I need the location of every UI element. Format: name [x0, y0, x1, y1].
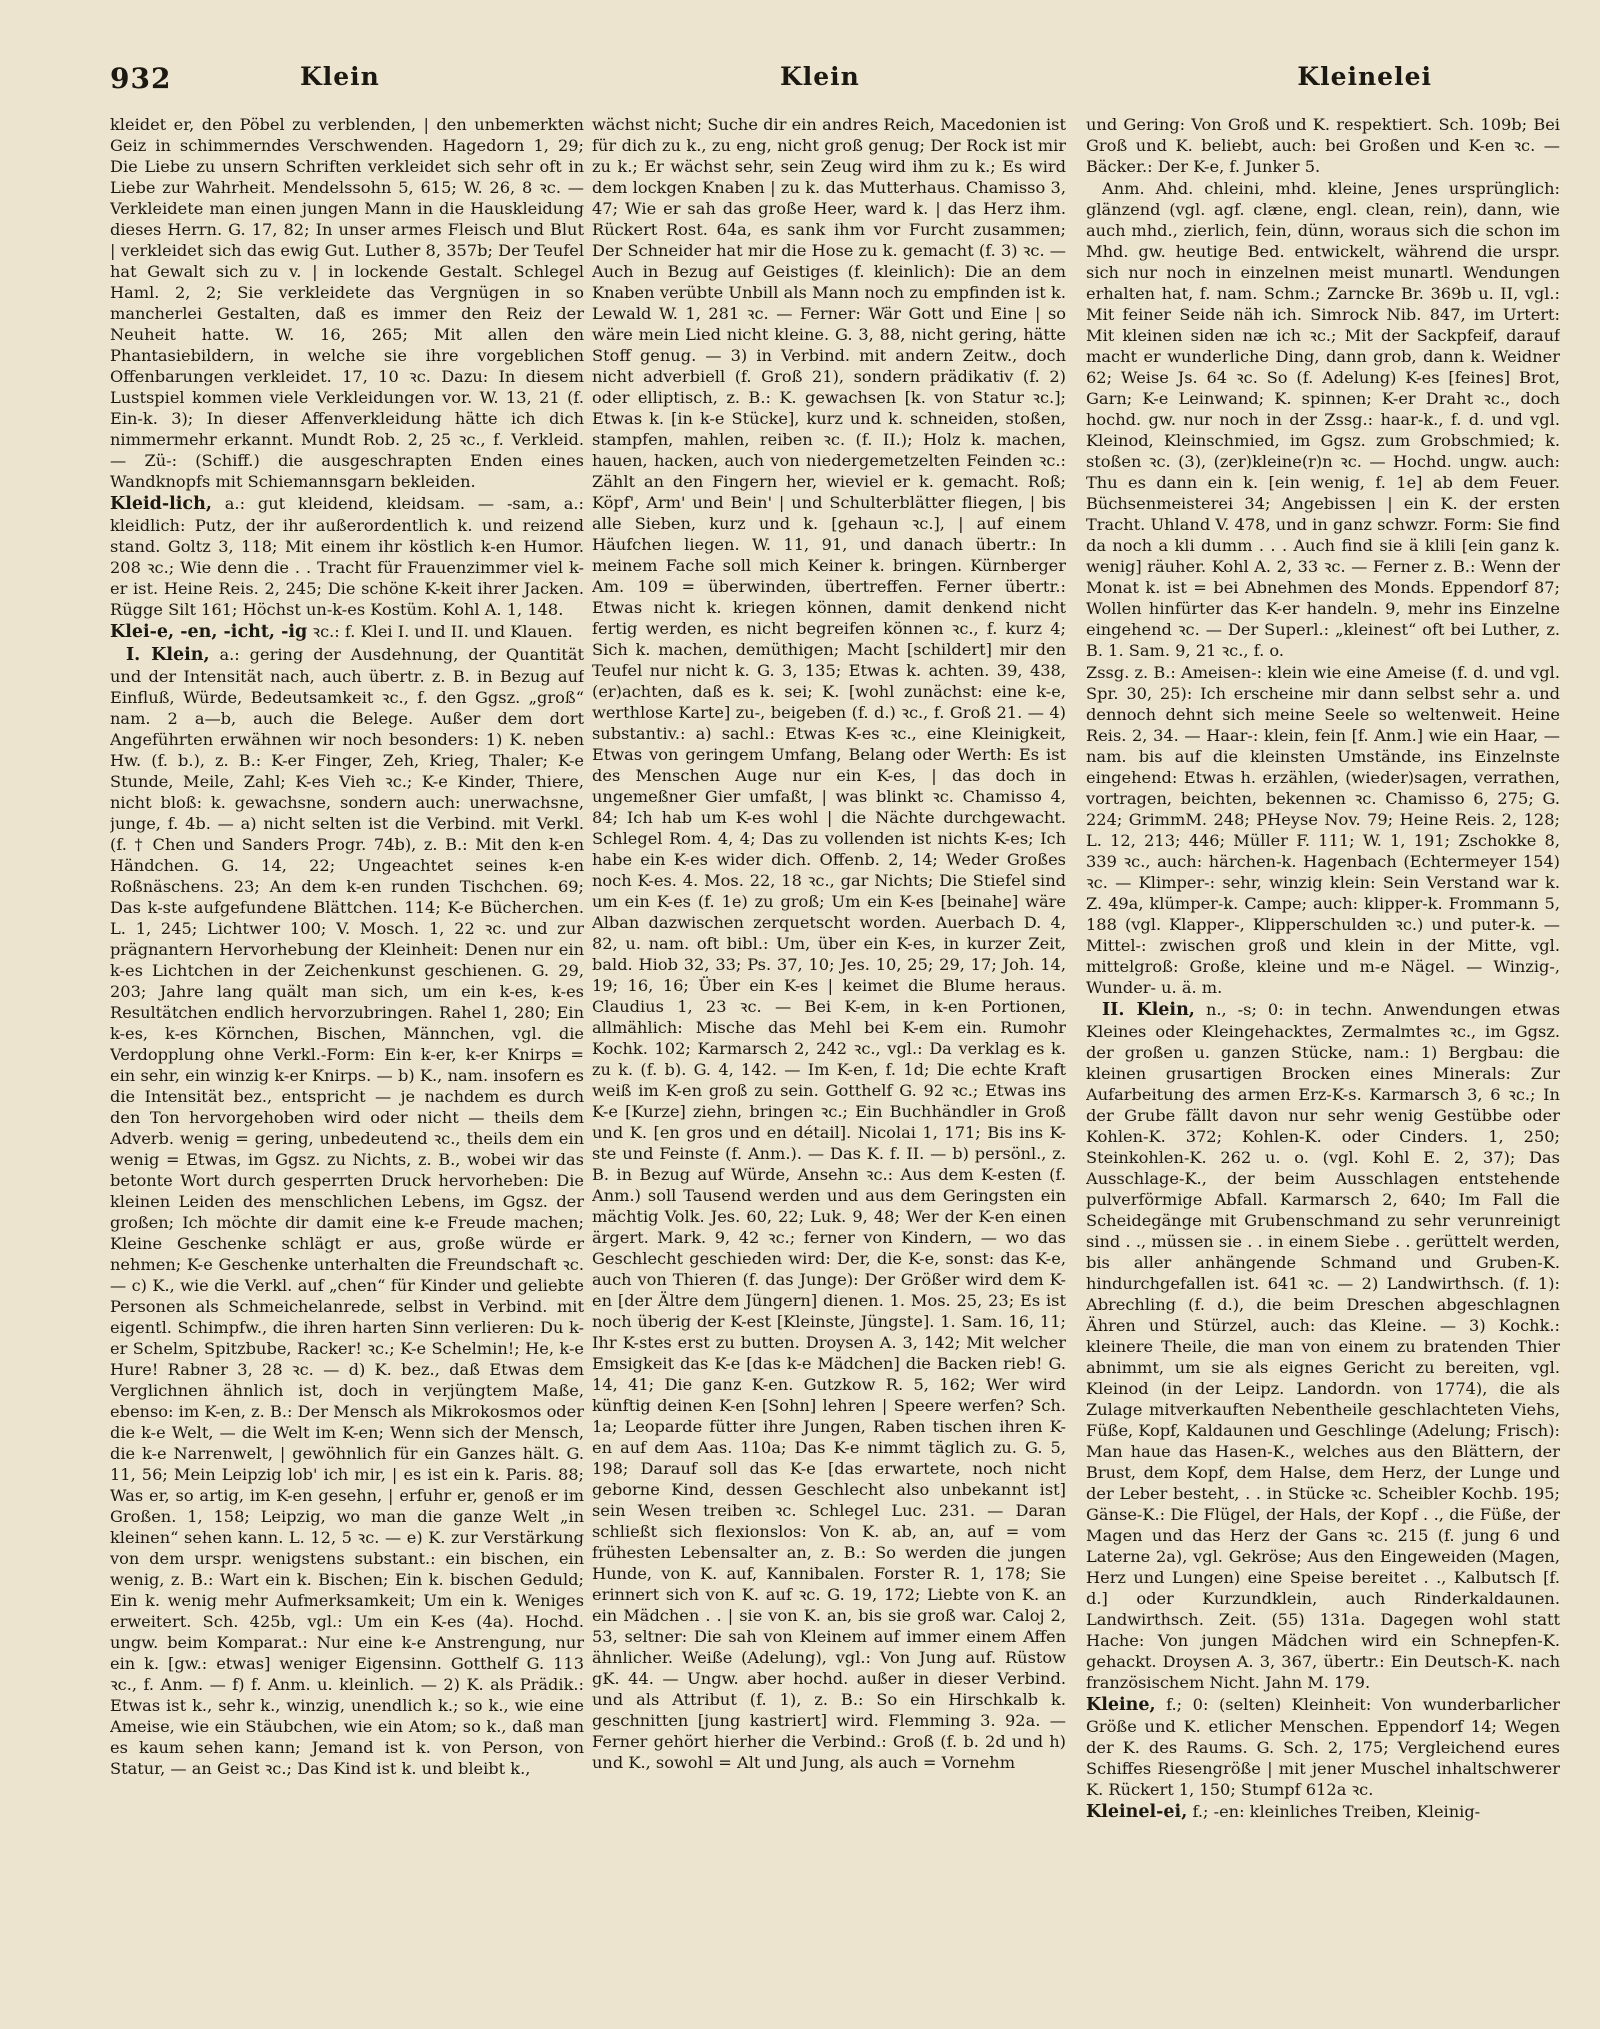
- header-center-keyword: Klein: [780, 62, 860, 91]
- entry-text: wächst nicht; Suche dir ein andres Reich, Macedonien ist für dich zu k., zu eng, nicht groß genug; Der Rock ist mir zu k.; Er wächst sehr, sein Zeug wird ihm zu k.; Es wird dem lockgen Knaben | zu k. das Mutterhaus. Chamisso 3, 47; Wie er sah das große Heer, ward k. | das Herz ihm. Rückert Rost. 64a, es sank ihm vor Furcht zusammen; Der Schneider hat mir die Hose zu k. gemacht (f. 3) ꝛc. — Auch in Bezug auf Geistiges (f. kleinlich): Die an dem Knaben verübte Unbill als Mann noch zu empfinden ist k. Lewald W. 1, 281 ꝛc. — Ferner: Wär Gott und Eine | so wäre mein Lied nicht kleine. G. 3, 88, nicht gering, hätte Stoff genug. — 3) in Verbind. mit andern Zeitw., doch nicht adverbiell (f. Groß 21), sondern prädikativ (f. 2) oder elliptisch, z. B.: K. gewachsen [k. von Statur ꝛc.]; Etwas k. [in k-e Stücke], kurz und k. schneiden, stoßen, stampfen, mahlen, reiben ꝛc. (f. II.); Holz k. machen, hauen, hacken, auch von niedergemetzelten Feinden ꝛc.: Zählt an den Fingern her, wieviel er k. gemacht. Roß; Köpf', Arm' und Bein' | und Schulterblätter fliegen, | bis alle Sieben, kurz und k. [gehaun ꝛc.], | auf einem Häufchen liegen. W. 11, 91, und danach übertr.: In meinem Fache soll mich Keiner k. bringen. Kürnberger Am. 109 = überwinden, übertreffen. Ferner übertr.: Etwas nicht k. kriegen können, damit denkend nicht fertig werden, es nicht begreifen können ꝛc., f. kurz 4; Sich k. machen, demüthigen; Macht [schildert] mir den Teufel nur nicht k. G. 3, 135; Etwas k. achten. 39, 438, (er)achten, daß es k. sei; K. [wohl zunächst: eine k-e, werthlose Karte] zu-, beigeben (f. d.) ꝛc., f. Groß 21. — 4) substantiv.: a) sachl.: Etwas K-es ꝛc., eine Kleinigkeit, Etwas von geringem Umfang, Belang oder Werth: Es ist des Menschen Auge nur ein K-es, | das doch in ungemeßner Gier umfaßt, | was blinkt ꝛc. Chamisso 4, 84; Ich hab um K-es wohl | die Nächte durchgewacht. Schlegel Rom. 4, 4; Das zu vollenden ist nichts K-es; Ich habe ein K-es wider dich. Offenb. 2, 14; Weder Großes noch K-es. 4. Mos. 22, 18 ꝛc., gar Nichts; Die Stiefel sind um ein K-es (f. 1e) zu groß; Um ein K-es [beinahe] wäre Alban dazwischen zerquetscht worden. Auerbach D. 4, 82, u. nam. oft bibl.: Um, über ein K-es, in kurzer Zeit, bald. Hiob 32, 33; Ps. 37, 10; Jes. 10, 25; 29, 17; Joh. 14, 19; 16, 16; Über ein K-es | keimet die Blume heraus. Claudius 1, 23 ꝛc. — Bei K-em, in k-en Portionen, allmählich: Mische das Mehl bei K-em ein. Rumohr Kochk. 102; Karmarsch 2, 242 ꝛc., vgl.: Da verklag es k. zu k. (f. b). G. 4, 142. — Im K-en, f. 1d; Die echte Kraft weiß im K-en groß zu sein. Gotthelf G. 92 ꝛc.; Etwas ins K-e [Kurze] ziehn, bringen ꝛc.; Ein Buchhändler in Groß und K. [en gros und en détail]. Nicolai 1, 171; Bis ins K-ste und Feinste (f. Anm.). — Das K. f. II. — b) persönl., z. B. in Bezug auf Würde, Ansehn ꝛc.: Aus dem K-esten (f. Anm.) soll Tausend werden und aus dem Geringsten ein mächtig Volk. Jes. 60, 22; Luk. 9, 48; Wer der K-en einen ärgert. Mark. 9, 42 ꝛc.; ferner von Kindern, — wo das Geschlecht geschieden wird: Der, die K-e, sonst: das K-e, auch von Thieren (f. das Junge): Der Größer wird dem K-en [der Ältre dem Jüngern] dienen. 1. Mos. 25, 23; Es ist noch überig der K-est [Kleinste, Jüngste]. 1. Sam. 16, 11; Ihr K-stes erst zu butten. Droysen A. 3, 142; Mit welcher Emsigkeit das K-e [das k-e Mädchen] die Backen rieb! G. 14, 41; Die ganz K-en. Gutzkow R. 5, 162; Wer wird künftig deinen K-en [Sohn] lehren | Speere werfen? Sch. 1a; Leoparde fütter ihre Jungen, Raben tischen ihren K-en auf dem Aas. 110a; Das K-e nimmt täglich zu. G. 5, 198; Darauf soll das K-e [das erwartete, noch nicht geborne Kind, dessen Geschlecht also unbekannt ist] sein Wesen treiben ꝛc. Schlegel Luc. 231. — Daran schließt sich flexionslos: Von K. ab, an, auf = vom frühesten Lebensalter an, z. B.: So werden die jungen Hunde, von K. auf, Kannibalen. Forster R. 1, 178; Sie erinnert sich von K. auf ꝛc. G. 19, 172; Liebte von K. an ein Mädchen . . | sie von K. an, bis sie groß war. Caloj 2, 53, seltner: Die sah von Kleinem auf immer einem Affen ähnlicher. Weiße (Adelung), vgl.: Von Jung auf. Rüstow gK. 44. — Ungw. aber hochd. außer in dieser Verbind. und als Attribut (f. 1), z. B.: So ein Hirschkalb k. geschnitten [jung kastriert] wird. Flemming 3. 92a. — Ferner gehört hierher die Verbind.: Groß (f. b. 2d und h) und K., sowohl = Alt und Jung, als auch = Vornehm: [592, 115, 1066, 1772]
- entry-headword: Kleid-lich,: [110, 494, 212, 514]
- dictionary-entry-paragraph: [1086, 662, 1560, 998]
- entry-text: kleidet er, den Pöbel zu verblenden, | den unbemerkten Geiz in schimmerndes Verschwenden. Hagedorn 1, 29; Die Liebe zu unsern Schriften verkleidet sich sehr oft in Liebe zur Wahrheit. Mendelssohn 5, 615; W. 26, 8 ꝛc. — Verkleidete man einen jungen Mann in die Hauskleidung dieses Herrn. G. 17, 82; In unser armes Fleisch und Blut | verkleidet sich das ewig Gut. Luther 8, 357b; Der Teufel hat Gewalt sich zu v. | in lockende Gestalt. Schlegel Haml. 2, 2; Sie verkleidete das Vergnügen in so mancherlei Gestalten, daß es immer den Reiz der Neuheit hatte. W. 16, 265; Mit allen den Phantasiebildern, in welche sie ihre vorgeblichen Offenbarungen verkleidet. 17, 10 ꝛc. Dazu: In diesem Lustspiel kommen viele Verkleidungen vor. W. 13, 21 (f. Ein-k. 3); In dieser Affenverkleidung hätte ich dich nimmermehr erkannt. Mundt Rob. 2, 25 ꝛc., f. Verkleid. — Zü-: (Schiff.) die ausgeschrapten Enden eines Wandknopfs mit Schiemannsgarn bekleiden.: [110, 115, 584, 491]
- entry-headword: Kleine,: [1086, 1695, 1156, 1715]
- entry-headword: II. Klein,: [1102, 1000, 1195, 1020]
- entry-text: n., -s; 0: in techn. Anwendungen etwas Kleines oder Kleingehacktes, Zermalmtes ꝛc., im Ggsz. der großen u. ganzen Stücke, nam.: 1) Bergbau: die kleinen grusartigen Brocken eines Minerals: Zur Aufarbeitung des armen Erz-K-s. Karmarsch 3, 6 ꝛc.; In der Grube fällt davon nur sehr wenig Gestübbe oder Kohlen-K. 372; Kohlen-K. oder Cinders. 1, 250; Steinkohlen-K. 262 u. o. (vgl. Kohl E. 2, 37); Das Ausschlage-K., der beim Ausschlagen entstehende pulverförmige Abfall. Karmarsch 2, 640; Im Fall die Scheidegänge mit Grubenschmand zu sehr verunreinigt sind . ., müssen sie . . in einem Siebe . . gerüttelt werden, bis aller anhängende Schmand und Gruben-K. hindurchgefallen ist. 641 ꝛc. — 2) Landwirthsch. (f. 1): Abrechling (f. d.), die beim Dreschen abgeschlagnen Ähren und Stürzel, auch: das Kleine. — 3) Kochk.: kleinere Theile, die man von einem zu bratenden Thier abnimmt, um sie als eignes Gericht zu bereiten, vgl. Kleinod (in der Leipz. Landordn. von 1774), die als Zulage mitverkauften Nebentheile geschlachteten Viehs, Füße, Kopf, Kaldaunen und Geschlinge (Adelung; Frisch): Man haue das Hasen-K., welches aus den Blättern, der Brust, dem Kopf, dem Halse, dem Herz, der Lunge und der Leber besteht, . . in Stücke ꝛc. Scheibler Kochb. 195; Gänse-K.: Die Flügel, der Hals, der Kopf . ., die Füße, der Magen und das Herz der Gans ꝛc. 215 (f. jung 6 und Laterne 2a), vgl. Gekröse; Aus den Eingeweiden (Magen, Herz und Lungen) eine Speise bereitet . ., Kalbutsch [f. d.] oder Kurzundklein, auch Rinderkaldaunen. Landwirthsch. Zeit. (55) 131a. Dagegen wohl statt Hache: Von jungen Mädchen wird ein Schnepfen-K. gehackt. Droysen A. 3, 367, übertr.: Ein Deutsch-K. nach französischem Nicht. Jahn M. 179.: [1086, 1000, 1560, 1692]
- dictionary-entry-paragraph: [1086, 114, 1560, 177]
- text-column-left: [110, 114, 584, 2019]
- dictionary-entry-paragraph: [1086, 999, 1560, 1693]
- dictionary-entry-paragraph: [1086, 178, 1560, 661]
- entry-headword: Klei-e, -en, -icht, -ig: [110, 622, 308, 642]
- entry-headword: I. Klein,: [126, 645, 210, 665]
- entry-text: Zssg. z. B.: Ameisen-: klein wie eine Ameise (f. d. und vgl. Spr. 30, 25): Ich erscheine mir dann selbst sehr a. und dennoch dehnt sich meine Seele so weltenweit. Heine Reis. 2, 34. — Haar-: klein, fein [f. Anm.] wie ein Haar, — nam. bis auf die kleinsten Umstände, ins Einzelnste eingehend: Etwas h. erzählen, (wieder)sagen, verrathen, vortragen, beichten, bekennen ꝛc. Chamisso 6, 275; G. 224; GrimmM. 248; PHeyse Nov. 79; Heine Reis. 2, 128; L. 12, 213; 446; Müller F. 111; W. 1, 191; Zschokke 8, 339 ꝛc., auch: härchen-k. Hagenbach (Echtermeyer 154) ꝛc. — Klimper-: sehr, winzig klein: Sein Verstand war k. Z. 49a, klümper-k. Campe; auch: klipper-k. Frommann 5, 188 (vgl. Klapper-, Klipperschulden ꝛc.) und puter-k. — Mittel-: zwischen groß und klein in der Mitte, vgl. mittelgroß: Große, kleine und m-e Nägel. — Winzig-, Wunder- u. ä. m.: [1086, 663, 1560, 997]
- header-left-keyword: Klein: [300, 62, 380, 91]
- entry-text: Anm. Ahd. chleini, mhd. kleine, Jenes ursprünglich: glänzend (vgl. agf. clæne, engl. clean, rein), dann, wie auch mhd., zierlich, fein, dünn, woraus sich die schon im Mhd. gw. heutige Bed. entwickelt, während die urspr. sich nur noch in einzelnen meist munartl. Wendungen erhalten hat, f. nam. Schm.; Zarncke Br. 369b u. II, vgl.: Mit feiner Seide näh ich. Simrock Nib. 847, im Urtert: Mit kleinen siden næ ich ꝛc.; Mit der Sackpfeif, darauf macht er wunderliche Ding, dann grob, dann k. Weidner 62; Weise Js. 64 ꝛc. So (f. Adelung) K-es [feines] Brot, Garn; K-e Leinwand; K. spinnen; K-er Draht ꝛc., doch hochd. gw. nur noch in der Zssg.: haar-k., f. d. und vgl. Kleinod, Kleinschmied, im Ggsz. zum Grobschmied; k. stoßen ꝛc. (3), (zer)kleine(r)n ꝛc. — Hochd. ungw. auch: Thu es dann ein k. [ein wenig, f. 1e] ab dem Feuer. Büchsenmeisterei 34; Angebissen | ein K. der ersten Tracht. Uhland V. 478, und in ganz schwzr. Form: Sie find da noch a kli dumm . . . Auch find sie ä klili [ein ganz k. wenig] räuher. Kohl A. 2, 33 ꝛc. — Ferner z. B.: Wenn der Monat k. ist = bei Abnehmen des Monds. Eppendorf 87; Wollen hinfürter das K-er handeln. 9, mehr ins Einzelne eingehend ꝛc. — Der Superl.: „kleinest“ oft bei Luther, z. B. 1. Sam. 9, 21 ꝛc., f. o.: [1086, 179, 1560, 660]
- text-column-right: [1086, 114, 1560, 2019]
- entry-text: ꝛc.: f. Klei I. und II. und Klauen.: [312, 622, 573, 641]
- dictionary-entry-paragraph: [1086, 1801, 1560, 1823]
- dictionary-entry-paragraph: [110, 621, 584, 643]
- entry-text: und Gering: Von Groß und K. respektiert. Sch. 109b; Bei Groß und K. beliebt, auch: bei Großen und K-en ꝛc. — Bäcker.: Der K-e, f. Junker 5.: [1086, 115, 1560, 176]
- dictionary-entry-paragraph: [110, 644, 584, 1779]
- entry-text: a.: gering der Ausdehnung, der Quantität und der Intensität nach, auch übertr. z. B. in Bezug auf Einfluß, Würde, Bedeutsamkeit ꝛc., f. den Ggsz. „groß“ nam. 2 a—b, auch die Belege. Außer dem dort Angeführten erwähnen wir noch besonders: 1) K. neben Hw. (f. b.), z. B.: K-er Finger, Zeh, Krieg, Thaler; K-e Stunde, Meile, Zahl; K-es Vieh ꝛc.; K-e Kinder, Thiere, nicht bloß: k. gewachsne, sondern auch: unerwachsne, junge, f. 4b. — a) nicht selten ist die Verbind. mit Verkl. (f. † Chen und Sanders Progr. 74b), z. B.: Mit den k-en Händchen. G. 14, 22; Ungeachtet seines k-en Roßnäschens. 23; An dem k-en runden Tischchen. 69; Das k-ste aufgefundene Blättchen. 114; K-e Bücherchen. L. 1, 245; Lichtwer 100; V. Mosch. 1, 22 ꝛc. und zur prägnantern Hervorhebung der Kleinheit: Denen nur ein k-es Lichtchen in der Zeichenkunst geschienen. G. 29, 203; Jahre lang quält man sich, um ein k-es, k-es Resultätchen endlich hervorzubringen. Rahel 1, 280; Ein k-es, k-es Körnchen, Bischen, Männchen, vgl. die Verdopplung ohne Verkl.-Form: Ein k-er, k-er Knirps = ein sehr, ein winzig k-er Knirps. — b) K., nam. insofern es die Intensität bez., entspricht — je nachdem es durch den Ton hervorgehoben wird oder nicht — theils dem Adverb. wenig = gering, unbedeutend ꝛc., theils dem ein wenig = Etwas, im Ggsz. zu Nichts, z. B., wobei wir das betonte Wort durch gesperrten Druck hervorheben: Die kleinen Leiden des menschlichen Lebens, im Ggsz. der großen; Ich möchte dir damit eine k-e Freude machen; Kleine Geschenke schlägt er aus, große würde er nehmen; K-e Geschenke unterhalten die Freundschaft ꝛc. — c) K., wie die Verkl. auf „chen“ für Kinder und geliebte Personen als Schmeichelanrede, selbst in Verbind. mit eigentl. Schimpfw., die ihren harten Sinn verlieren: Du k-er Schelm, Spitzbube, Racker! ꝛc.; K-e Schelmin!; He, k-e Hure! Rabner 3, 28 ꝛc. — d) K. bez., daß Etwas dem Verglichnen ähnlich ist, doch in verjüngtem Maße, ebenso: im K-en, z. B.: Der Mensch als Mikrokosmos oder die k-e Welt, — die Welt im K-en; Wenn sich der Mensch, die k-e Narrenwelt, | gewöhnlich für ein Ganzes hält. G. 11, 56; Mein Leipzig lob' ich mir, | es ist ein k. Paris. 88; Was er, so artig, im K-en gesehn, | erfuhr er, genoß er im Großen. 1, 158; Leipzig, wo man die ganze Welt „in kleinen“ sehen kann. L. 12, 5 ꝛc. — e) K. zur Verstärkung von dem urspr. wenigstens substant.: ein bischen, ein wenig, z. B.: Wart ein k. Bischen; Ein k. bischen Geduld; Ein k. wenig mehr Aufmerksamkeit; Um ein k. Weniges erweitert. Sch. 425b, vgl.: Um ein K-es (4a). Hochd. ungw. beim Komparat.: Nur eine k-e Anstrengung, nur ein k. [gw.: etwas] weniger Eigensinn. Gotthelf G. 113 ꝛc., f. Anm. — f) f. Anm. u. kleinlich. — 2) K. als Prädik.: Etwas ist k., sehr k., winzig, unendlich k.; so k., wie eine Ameise, wie ein Stäubchen, wie ein Atom; so k., daß man es kaum sehen kann; Jemand ist k. von Person, von Statur, — an Geist ꝛc.; Das Kind ist k. und bleibt k.,: [110, 645, 584, 1778]
- entry-headword: Kleinel-ei,: [1086, 1802, 1188, 1822]
- running-header: [0, 62, 1600, 102]
- entry-text: f.; 0: (selten) Kleinheit: Von wunderbarlicher Größe und K. etlicher Menschen. Eppendorf 14; Wegen der K. des Raums. G. Sch. 2, 175; Vergleichend eures Schiffes Riesengröße | mit jener Muschel inhaltschwerer K. Rückert 1, 150; Stumpf 612a ꝛc.: [1086, 1695, 1560, 1799]
- entry-text: f.; -en: kleinliches Treiben, Kleinig-: [1192, 1802, 1481, 1821]
- dictionary-entry-paragraph: [110, 114, 584, 492]
- dictionary-entry-paragraph: [592, 114, 1066, 1773]
- text-column-middle: [592, 114, 1066, 2019]
- header-right-keyword: Kleinelei: [1297, 62, 1432, 91]
- dictionary-entry-paragraph: [1086, 1694, 1560, 1800]
- dictionary-entry-paragraph: [110, 493, 584, 620]
- entry-text: a.: gut kleidend, kleidsam. — -sam, a.: kleidlich: Putz, der ihr außerordentlich k. und reizend stand. Goltz 3, 118; Mit einem ihr köstlich k-en Humor. 208 ꝛc.; Wie denn die . . Tracht für Frauenzimmer viel k-er ist. Heine Reis. 2, 245; Die schöne K-keit ihrer Jacken. Rügge Silt 161; Höchst un-k-es Kostüm. Kohl A. 1, 148.: [110, 494, 584, 619]
- page-number: 932: [110, 62, 172, 95]
